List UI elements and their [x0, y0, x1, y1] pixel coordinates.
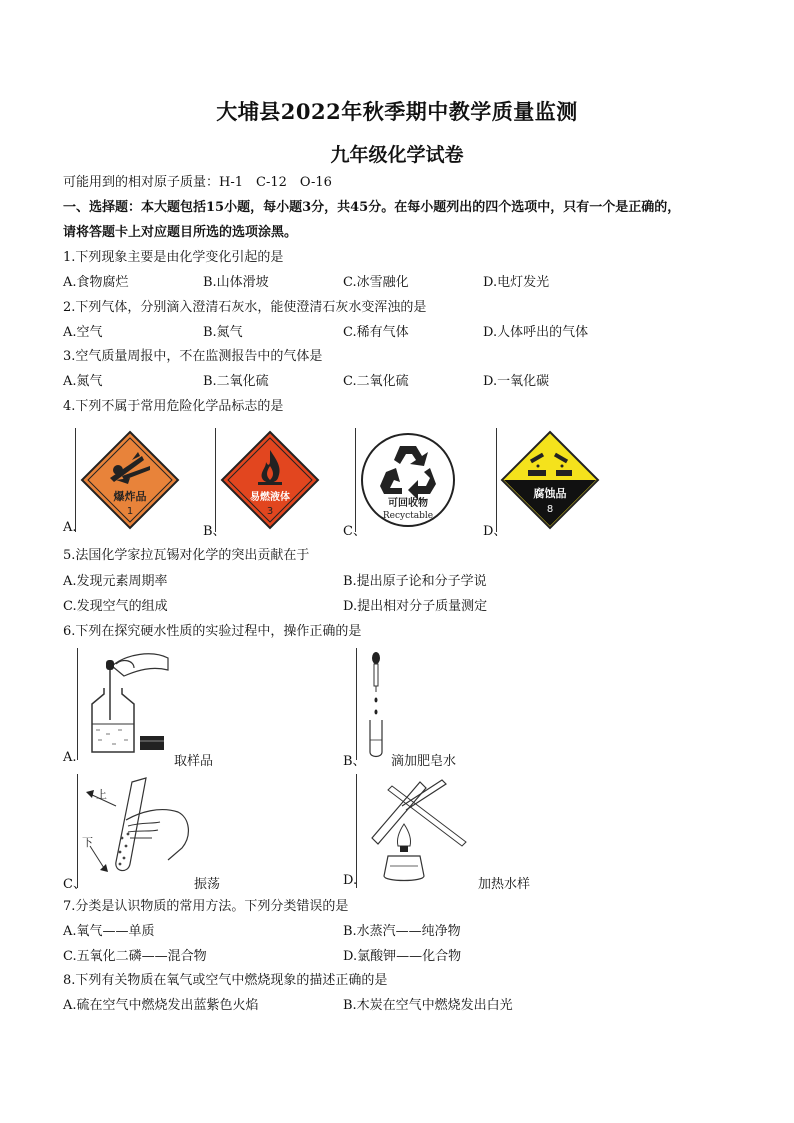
explosive-sign-text: 爆炸品 [113, 490, 147, 503]
q4-option-c[interactable]: C、 [343, 524, 366, 539]
q7-option-a[interactable]: A.氧气——单质 [63, 924, 155, 939]
heating-apparatus-icon [362, 776, 472, 884]
exam-title: 大埔县2022年秋季期中教学质量监测 [216, 99, 578, 124]
corrosive-sign-text: 腐蚀品 [533, 487, 567, 500]
q7-option-b[interactable]: B.水蒸汽——纯净物 [343, 924, 461, 939]
flammable-sign-text: 易燃液体 [250, 492, 290, 503]
image-border [356, 774, 357, 888]
q5-stem: 5.法国化学家拉瓦锡对化学的突出贡献在于 [63, 548, 310, 563]
q6-option-d[interactable]: D. [343, 873, 358, 888]
q7-stem: 7.分类是认识物质的常用方法。下列分类错误的是 [63, 899, 349, 914]
q5-option-b[interactable]: B.提出原子论和分子学说 [343, 574, 487, 589]
flammable-sign-number: 3 [266, 506, 274, 517]
recyclable-sign-text: 可回收物 [388, 498, 428, 509]
q7-option-d[interactable]: D.氯酸钾——化合物 [343, 949, 462, 964]
q6-caption-b: 滴加肥皂水 [391, 754, 457, 769]
q6-option-a[interactable]: A. [63, 750, 77, 765]
section1-instruction-line1: 一、选择题：本大题包括15小题，每小题3分，共45分。在每小题列出的四个选项中，只有一个是正确的， [63, 200, 681, 215]
q1-option-a[interactable]: A.食物腐烂 [63, 275, 129, 290]
q2-option-a[interactable]: A.空气 [63, 325, 103, 340]
q3-option-b[interactable]: B.二氧化硫 [203, 374, 269, 389]
q4-option-d[interactable]: D、 [483, 524, 507, 539]
image-border [496, 428, 497, 532]
q2-option-d[interactable]: D.人体呼出的气体 [483, 325, 589, 340]
q8-option-b[interactable]: B.木炭在空气中燃烧发出白光 [343, 998, 513, 1013]
q8-option-a[interactable]: A.硫在空气中燃烧发出蓝紫色火焰 [63, 998, 259, 1013]
image-border [215, 428, 216, 532]
section1-instruction-line2: 请将答题卡上对应题目所选的选项涂黑。 [63, 225, 298, 240]
q4-option-b[interactable]: B、 [203, 524, 226, 539]
corrosive-sign-icon [500, 430, 600, 530]
q3-option-d[interactable]: D.一氧化碳 [483, 374, 550, 389]
q5-option-d[interactable]: D.提出相对分子质量测定 [343, 599, 488, 614]
image-border [77, 648, 78, 760]
image-border [356, 648, 357, 760]
q4-option-a[interactable]: A. [63, 520, 77, 535]
arrow-down-label: 下 [82, 836, 93, 849]
q1-option-b[interactable]: B.山体滑坡 [203, 275, 269, 290]
atomic-mass-line: 可能用到的相对原子质量：H-1 C-12 O-16 [63, 175, 332, 190]
q6-caption-d: 加热水样 [478, 877, 531, 892]
q5-option-c[interactable]: C.发现空气的组成 [63, 599, 168, 614]
q8-stem: 8.下列有关物质在氧气或空气中燃烧现象的描述正确的是 [63, 973, 388, 988]
q1-option-c[interactable]: C.冰雪融化 [343, 275, 409, 290]
q6-caption-a: 取样品 [174, 754, 214, 769]
q2-option-b[interactable]: B.氮气 [203, 325, 243, 340]
q7-option-c[interactable]: C.五氧化二磷——混合物 [63, 949, 207, 964]
image-border [355, 428, 356, 532]
exam-subtitle: 九年级化学试卷 [330, 144, 464, 166]
q1-stem: 1.下列现象主要是由化学变化引起的是 [63, 250, 284, 265]
q3-option-a[interactable]: A.氮气 [63, 374, 103, 389]
flammable-liquid-sign-icon [220, 430, 320, 530]
q6-stem: 6.下列在探究硬水性质的实验过程中，操作正确的是 [63, 624, 362, 639]
q4-stem: 4.下列不属于常用危险化学品标志的是 [63, 399, 284, 414]
q1-option-d[interactable]: D.电灯发光 [483, 275, 550, 290]
shaking-test-tube-icon [82, 776, 202, 884]
corrosive-sign-number: 8 [546, 504, 554, 515]
q3-option-c[interactable]: C.二氧化硫 [343, 374, 409, 389]
q2-option-c[interactable]: C.稀有气体 [343, 325, 409, 340]
q2-stem: 2.下列气体，分别滴入澄清石灰水，能使澄清石灰水变浑浊的是 [63, 300, 427, 315]
explosive-sign-number: 1 [126, 506, 134, 517]
sampling-apparatus-icon [82, 648, 172, 760]
q6-option-c[interactable]: C、 [63, 877, 86, 892]
arrow-up-label: 上 [96, 788, 107, 801]
dropper-test-tube-icon [362, 650, 392, 760]
image-border [77, 774, 78, 888]
image-border [75, 428, 76, 532]
recyclable-sign-en: Recyctable [382, 511, 434, 521]
q6-option-b[interactable]: B、 [343, 754, 366, 769]
q3-stem: 3.空气质量周报中，不在监测报告中的气体是 [63, 349, 323, 364]
q5-option-a[interactable]: A.发现元素周期率 [63, 574, 168, 589]
q6-caption-c: 振荡 [194, 877, 221, 892]
explosive-sign-icon [80, 430, 180, 530]
recyclable-sign-icon [360, 432, 456, 528]
